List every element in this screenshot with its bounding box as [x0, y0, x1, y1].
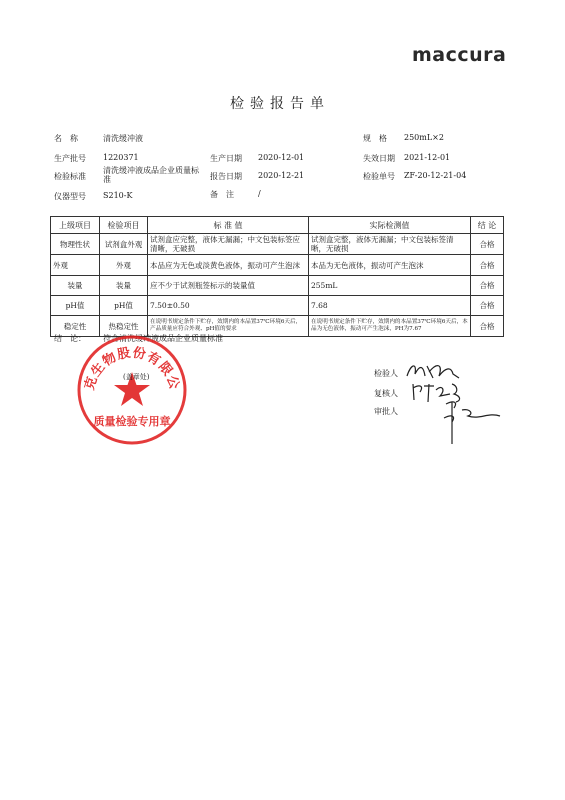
remark-value: / — [258, 189, 261, 198]
table-row — [51, 276, 504, 296]
row-actual: 7.68 — [309, 296, 471, 316]
row-result: 合格 — [471, 296, 504, 316]
row-parent: 稳定性 — [51, 316, 100, 337]
report-date-label: 报告日期 — [210, 172, 242, 181]
row-result: 合格 — [471, 316, 504, 337]
batch-label: 生产批号 — [54, 154, 86, 163]
maccura-logo: maccura — [412, 44, 507, 66]
approver-label: 审批人 — [374, 407, 398, 416]
seal-bottom-text: 质量检验专用章 — [93, 415, 171, 428]
name-label: 名 称 — [54, 134, 78, 143]
row-item: pH值 — [100, 296, 148, 316]
row-parent: 外观 — [51, 255, 100, 276]
report-date-value: 2020-12-21 — [258, 171, 305, 180]
col-header-standard: 标 准 值 — [148, 217, 309, 234]
approver-signature — [440, 398, 510, 448]
spec-label: 规 格 — [363, 134, 387, 143]
col-header-result: 结 论 — [471, 217, 504, 234]
reviewer-label: 复核人 — [374, 389, 398, 398]
row-actual: 在说明书规定条件下贮存，效期内的本品置37℃环境6天后，本品为无色液体，振动可产生泡沫，PH为7.67 — [309, 316, 471, 337]
batch-value: 1220371 — [103, 153, 139, 162]
row-standard: 应不少于试剂瓶签标示的装量值 — [148, 276, 309, 296]
row-actual: 试剂盒完整，液体无漏漏；中文包装标签清晰，无破损 — [309, 234, 471, 255]
expiry-value: 2021-12-01 — [404, 153, 451, 162]
table-row — [51, 234, 504, 255]
report-title: 检验报告单 — [230, 96, 330, 112]
row-parent: 物理性状 — [51, 234, 100, 255]
instrument-value: S210-K — [103, 191, 133, 200]
remark-label: 备 注 — [210, 190, 234, 199]
row-standard: 在说明书规定条件下贮存，效期内的本品置37℃环境6天后，产品质量应符合外观、pH值的要求 — [148, 316, 309, 337]
col-header-parent: 上级项目 — [51, 217, 100, 234]
table-header-row — [51, 217, 504, 234]
row-actual: 本品为无色液体，振动可产生泡沫 — [309, 255, 471, 276]
row-item: 热稳定性 — [100, 316, 148, 337]
instrument-label: 仪器型号 — [54, 192, 86, 201]
row-result: 合格 — [471, 276, 504, 296]
conclusion-value: 符合清洗缓冲液成品企业质量标准 — [103, 334, 223, 343]
standard-value: 清洗缓冲液成品企业质量标准 — [103, 166, 199, 184]
row-parent: 装量 — [51, 276, 100, 296]
row-result: 合格 — [471, 255, 504, 276]
table-row — [51, 255, 504, 276]
report-no-label: 检验单号 — [363, 172, 395, 181]
row-item: 试剂盒外观 — [100, 234, 148, 255]
row-item: 外观 — [100, 255, 148, 276]
seal-arc-text: 克生物股份有限公 — [82, 345, 182, 392]
inspector-signature — [403, 358, 463, 382]
conclusion-label: 结 论： — [54, 334, 86, 343]
row-item: 装量 — [100, 276, 148, 296]
standard-label: 检验标准 — [54, 172, 86, 181]
company-seal — [76, 334, 188, 446]
row-parent: pH值 — [51, 296, 100, 316]
expiry-label: 失效日期 — [363, 154, 395, 163]
row-standard: 本品应为无色或淡黄色液体，振动可产生泡沫 — [148, 255, 309, 276]
col-header-item: 检验项目 — [100, 217, 148, 234]
report-no-value: ZF-20-12-21-04 — [404, 171, 467, 180]
prod-date-value: 2020-12-01 — [258, 153, 305, 162]
table-row — [51, 296, 504, 316]
row-result: 合格 — [471, 234, 504, 255]
row-standard: 7.50±0.50 — [148, 296, 309, 316]
spec-value: 250mL×2 — [404, 133, 444, 142]
row-actual: 255mL — [309, 276, 471, 296]
name-value: 清洗缓冲液 — [103, 134, 143, 143]
stamp-note: (盖章处) — [123, 373, 150, 381]
inspector-label: 检验人 — [374, 369, 398, 378]
prod-date-label: 生产日期 — [210, 154, 242, 163]
results-table — [50, 216, 504, 337]
row-standard: 试剂盒应完整，液体无漏漏；中文包装标签应清晰，无破损 — [148, 234, 309, 255]
col-header-actual: 实际检测值 — [309, 217, 471, 234]
